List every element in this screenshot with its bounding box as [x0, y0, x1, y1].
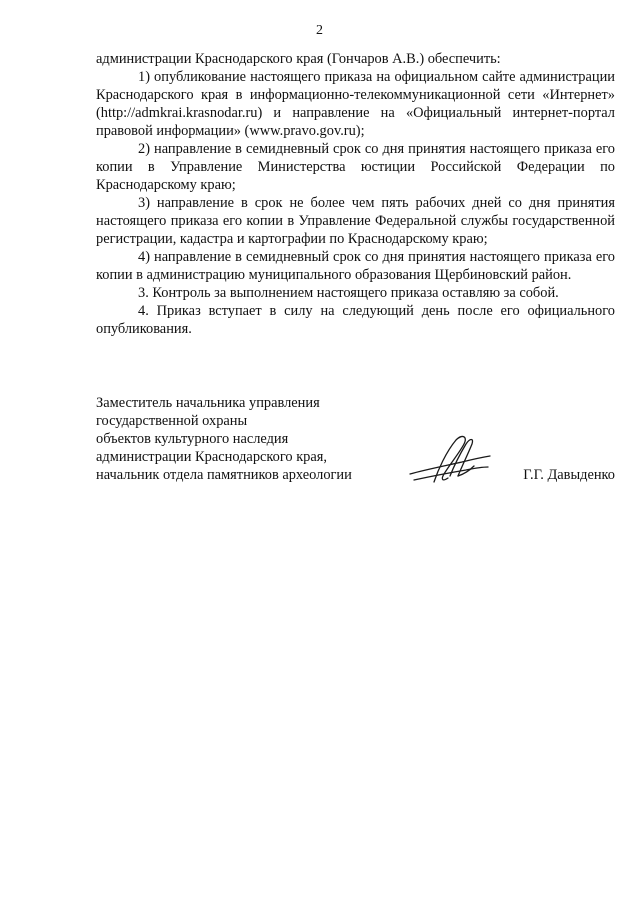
- signatory-title-line: Заместитель начальника управления: [96, 395, 320, 411]
- paragraph-effective: 4. Приказ вступает в силу на следующий день после его официального опубликования.: [96, 303, 615, 337]
- paragraph-item-1: 1) опубликование настоящего приказа на официальном сайте администрации Краснодарского края в информационно-телекоммуникационной сети «Интернет» (http://admkrai.krasnodar.ru) и направление на «Официальный интернет-портал правовой информации» (www.pravo.gov.ru);: [96, 69, 615, 139]
- paragraph-control: 3. Контроль за выполнением настоящего приказа оставляю за собой.: [138, 285, 559, 301]
- paragraph-item-3: 3) направление в срок не более чем пять рабочих дней со дня принятия настоящего приказа его копии в Управление Федеральной службы государственной регистрации, кадастра и картографии по Краснодарскому краю;: [96, 195, 615, 247]
- paragraph-intro: администрации Краснодарского края (Гончаров А.В.) обеспечить:: [96, 51, 501, 67]
- signatory-title: [96, 394, 396, 484]
- page-number: 2: [316, 23, 323, 38]
- paragraph-item-2: 2) направление в семидневный срок со дня принятия настоящего приказа его копии в Управление Министерства юстиции Российской Федерации по Краснодарскому краю;: [96, 141, 615, 193]
- paragraph-item-4: 4) направление в семидневный срок со дня принятия настоящего приказа его копии в администрацию муниципального образования Щербиновский район.: [96, 249, 615, 283]
- signature-block: [96, 394, 615, 484]
- signatory-title-line: начальник отдела памятников археологии: [96, 467, 352, 483]
- handwritten-signature: [404, 430, 494, 490]
- signatory-title-line: объектов культурного наследия: [96, 431, 289, 447]
- signatory-title-line: государственной охраны: [96, 413, 248, 429]
- signatory-title-line: администрации Краснодарского края,: [96, 449, 327, 465]
- signatory-name: Г.Г. Давыденко: [523, 467, 615, 483]
- document-body: [96, 50, 615, 338]
